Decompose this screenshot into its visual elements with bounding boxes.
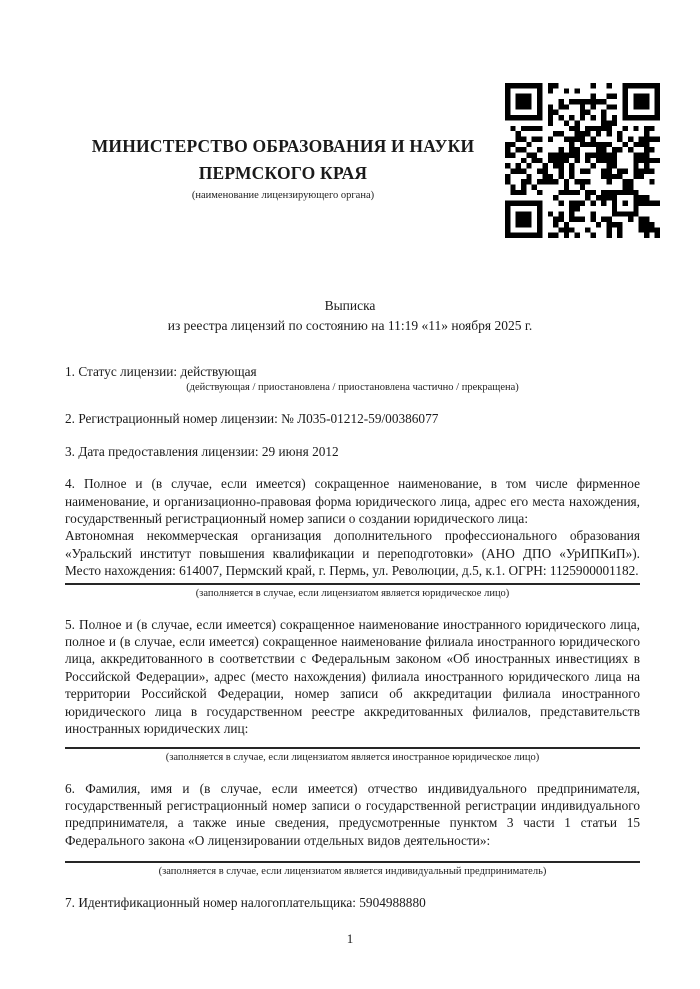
legal-entity-info-value: Автономная некоммерческая организация дополнительного профессионального образования «Уральский институт повышения квалификации и переподготовки» (АНО ДПО «УрИПКиП»). Место нахождения: 614007, Пермский край, г. Пермь, ул. Революции, д.5, к.1. ОГРН: 1125900001182. bbox=[65, 528, 640, 579]
item-foreign-entity-info bbox=[65, 616, 640, 765]
item-license-grant-date bbox=[65, 443, 640, 460]
license-grant-date-line bbox=[65, 443, 640, 460]
taxpayer-id-line bbox=[65, 894, 640, 911]
item-number: 4. bbox=[65, 476, 75, 492]
foreign-entity-info-label: Полное и (в случае, если имеется) сокращенное наименование иностранного юридического лица, полное и (в случае, если имеется) сокращенное наименование филиала иностранного юридического лица, аккредитованного в соответствии с Федеральным законом «Об иностранных инвестициях в Российской Федерации», адрес (место нахождения) филиала иностранного юридического лица на территории Российской Федерации, номер записи об аккредитации филиала иностранного юридического лица в государственном реестре аккредитованных филиалов, представительств иностранных юридических лиц: bbox=[65, 616, 641, 737]
item-number: 5. bbox=[65, 616, 75, 632]
item-number: 7. bbox=[65, 895, 75, 911]
item-taxpayer-id bbox=[65, 894, 640, 911]
license-grant-date-label: Дата предоставления лицензии: bbox=[78, 443, 259, 459]
document-title bbox=[0, 296, 700, 336]
fill-in-rule bbox=[65, 861, 640, 863]
item-number: 6. bbox=[65, 780, 75, 796]
item-number: 1. bbox=[65, 364, 75, 379]
individual-entrepreneur-fill-caption: (заполняется в случае, если лицензиатом является индивидуальный предприниматель) bbox=[158, 866, 547, 878]
individual-entrepreneur-text bbox=[65, 780, 640, 850]
registration-number-line bbox=[65, 410, 640, 427]
license-grant-date-value: 29 июня 2012 bbox=[261, 443, 339, 459]
item-number: 3. bbox=[65, 443, 75, 459]
foreign-entity-fill-caption: (заполняется в случае, если лицензиатом является иностранное юридическое лицо) bbox=[165, 751, 540, 763]
item-license-status bbox=[65, 363, 640, 395]
license-status-line bbox=[65, 363, 640, 380]
license-status-label: Статус лицензии: bbox=[78, 364, 178, 379]
registration-number-label: Регистрационный номер лицензии: bbox=[78, 411, 278, 427]
item-registration-number bbox=[65, 410, 640, 427]
fill-in-rule bbox=[65, 747, 640, 749]
org-name-line2: ПЕРМСКОГО КРАЯ bbox=[198, 163, 368, 183]
registration-number-value: № Л035-01212-59/00386077 bbox=[281, 411, 439, 427]
individual-entrepreneur-label: Фамилия, имя и (в случае, если имеется) отчество индивидуального предпринимателя, государственный регистрационный номер записи о государственной регистрации индивидуального предпринимателя, а также иные сведения, предусмотренные пунктом 3 части 1 статьи 15 Федерального закона «О лицензировании отдельных видов деятельности»: bbox=[65, 780, 640, 848]
document-body bbox=[0, 336, 700, 912]
licensing-authority-block bbox=[68, 133, 498, 201]
qr-code-icon bbox=[505, 83, 660, 238]
org-name-line1: МИНИСТЕРСТВО ОБРАЗОВАНИЯ И НАУКИ bbox=[91, 136, 475, 156]
legal-entity-info-label: Полное и (в случае, если имеется) сокращенное наименование, в том числе фирменное наименование, и организационно-правовая форма юридического лица, адрес его места нахождения, государственный регистрационный номер записи о создании юридического лица: bbox=[65, 476, 641, 527]
taxpayer-id-label: Идентификационный номер налогоплательщика: bbox=[78, 895, 356, 911]
foreign-entity-info-text bbox=[65, 616, 640, 738]
document-header bbox=[0, 83, 700, 238]
page-number: 1 bbox=[346, 931, 354, 946]
item-number: 2. bbox=[65, 411, 75, 427]
legal-entity-info-text bbox=[65, 475, 640, 527]
org-name-caption: (наименование лицензирующего органа) bbox=[191, 190, 375, 201]
license-status-value: действующая bbox=[180, 364, 257, 379]
legal-entity-fill-caption: (заполняется в случае, если лицензиатом является юридическое лицо) bbox=[195, 587, 510, 599]
item-individual-entrepreneur-info bbox=[65, 780, 640, 880]
document-title-line1: Выписка bbox=[324, 298, 376, 313]
item-legal-entity-info bbox=[65, 475, 640, 600]
fill-in-rule bbox=[65, 583, 640, 585]
license-status-options-caption: (действующая / приостановлена / приостановлена частично / прекращена) bbox=[186, 382, 519, 394]
document-title-line2: из реестра лицензий по состоянию на 11:19 «11» ноября 2025 г. bbox=[167, 318, 533, 333]
licensing-authority-name bbox=[68, 133, 498, 187]
taxpayer-id-value: 5904988880 bbox=[359, 895, 426, 911]
